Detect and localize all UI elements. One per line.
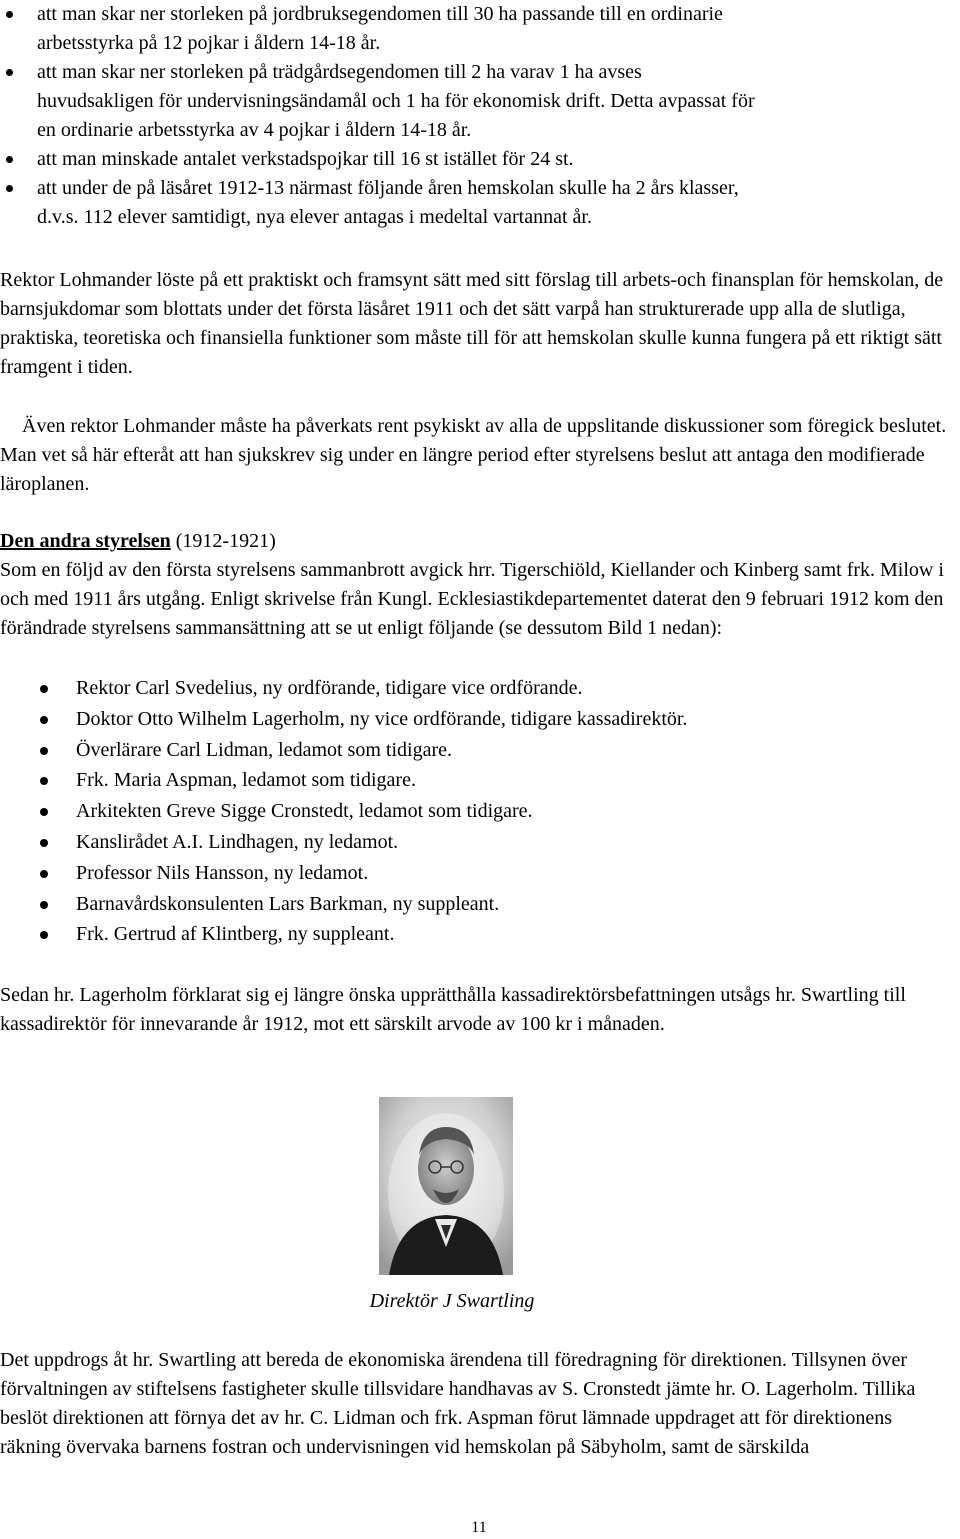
policy-bullet-list (0, 0, 960, 232)
page-number: 11 (471, 1519, 487, 1536)
bullet-icon (6, 156, 13, 163)
list-item (0, 858, 958, 889)
bullet-icon (40, 931, 48, 939)
list-item (0, 704, 958, 735)
list-item (0, 145, 960, 174)
list-item-line: att man skar ner storleken på trädgårdsegendomen till 2 ha varav 1 ha avses (37, 61, 642, 83)
bullet-icon (40, 716, 48, 724)
list-item-line: att man skar ner storleken på jordbruksegendomen till 30 ha passande till en ordinarie (37, 3, 723, 25)
list-item (0, 0, 960, 58)
bullet-icon (40, 901, 48, 909)
board-member: Frk. Gertrud af Klintberg, ny suppleant. (76, 923, 395, 946)
list-item (0, 174, 960, 232)
board-member: Frk. Maria Aspman, ledamot som tidigare. (76, 769, 416, 792)
bullet-icon (40, 747, 48, 755)
board-member: Professor Nils Hansson, ny ledamot. (76, 861, 369, 884)
list-item-line: arbetsstyrka på 12 pojkar i åldern 14-18 år. (37, 32, 381, 54)
list-item-line: att man minskade antalet verkstadspojkar till 16 st istället för 24 st. (37, 148, 574, 170)
board-member: Överlärare Carl Lidman, ledamot som tidigare. (76, 738, 452, 761)
bullet-icon (6, 69, 13, 76)
list-item (0, 735, 958, 766)
photo-caption: Direktör J Swartling (369, 1290, 535, 1312)
list-item-line: att under de på läsåret 1912-13 närmast följande åren hemskolan skulle ha 2 års klasser, (37, 177, 739, 199)
bullet-icon (40, 839, 48, 847)
bullet-icon (40, 808, 48, 816)
list-item (0, 796, 958, 827)
board-member: Doktor Otto Wilhelm Lagerholm, ny vice ordförande, tidigare kassadirektör. (76, 707, 688, 730)
board-member: Rektor Carl Svedelius, ny ordförande, tidigare vice ordförande. (76, 677, 583, 699)
board-members-list (0, 673, 958, 950)
section-title: Den andra styrelsen (0, 530, 171, 552)
list-item (0, 919, 958, 950)
list-item-line: en ordinarie arbetsstyrka av 4 pojkar i åldern 14-18 år. (37, 119, 472, 141)
bullet-icon (6, 185, 13, 192)
paragraph-lohmander-impact: Även rektor Lohmander måste ha påverkats rent psykiskt av alla de uppslitande diskussioner som föregick beslutet. Man vet så här efteråt att han sjukskrev sig under en längre period efter styrelsens beslut att antaga den modifierade läroplanen. (0, 415, 947, 495)
bullet-icon (40, 685, 48, 693)
board-member: Kanslirådet A.I. Lindhagen, ny ledamot. (76, 830, 399, 853)
list-item (0, 673, 958, 704)
list-item (0, 58, 960, 145)
board-member: Barnavårdskonsulenten Lars Barkman, ny suppleant. (76, 892, 500, 915)
list-item (0, 765, 958, 796)
paragraph-swartling-task: Det uppdrogs åt hr. Swartling att bereda de ekonomiska ärendena till föredragning för direktionen. Tillsynen över förvaltningen av stiftelsens fastigheter skulle tillsvidare handhavas av S. Cronstedt jämte hr. O. Lagerholm. Tillika beslöt direktionen att förnya det av hr. C. Lidman och frk. Aspman förut lämnade uppdraget att för direktionens räkning övervaka barnens fostran och undervisningen vid hemskolan på Säbyholm, samt de särskilda (0, 1349, 916, 1458)
list-item (0, 827, 958, 858)
section-years: (1912-1921) (170, 530, 276, 552)
portrait-image (379, 1097, 513, 1275)
portrait-photo (379, 1097, 513, 1275)
section-heading (0, 527, 958, 556)
list-item-line: huvudsakligen för undervisningsändamål och 1 ha för ekonomisk drift. Detta avpassat för (37, 90, 755, 112)
board-member: Arkitekten Greve Sigge Cronstedt, ledamot som tidigare. (76, 800, 533, 823)
paragraph-lohmander-plan: Rektor Lohmander löste på ett praktiskt och framsynt sätt med sitt förslag till arbets-och finansplan för hemskolan, de barnsjukdomar som blottats under det första läsåret 1911 och det sätt varpå han strukturerade upp alla de slutliga, praktiska, teoretiska och finansiella funktioner som måste till för att hemskolan skulle kunna fungera på ett riktigt sätt framgent i tiden. (0, 269, 944, 378)
list-item-line: d.v.s. 112 elever samtidigt, nya elever antagas i medeltal vartannat år. (37, 206, 592, 228)
list-item (0, 889, 958, 920)
bullet-icon (40, 777, 48, 785)
bullet-icon (40, 870, 48, 878)
paragraph-board-change: Som en följd av den första styrelsens sammanbrott avgick hrr. Tigerschiöld, Kiellander och Kinberg samt frk. Milow i och med 1911 års utgång. Enligt skrivelse från Kungl. Ecklesiastikdepartementet daterat den 9 februari 1912 kom den förändrade styrelsens sammansättning att se ut enligt följande (se dessutom Bild 1 nedan): (0, 559, 944, 639)
bullet-icon (6, 11, 13, 18)
paragraph-kassadirektor: Sedan hr. Lagerholm förklarat sig ej längre önska upprätthålla kassadirektörsbefattningen utsågs hr. Swartling till kassadirektör för innevarande år 1912, mot ett särskilt arvode av 100 kr i månaden. (0, 984, 906, 1035)
